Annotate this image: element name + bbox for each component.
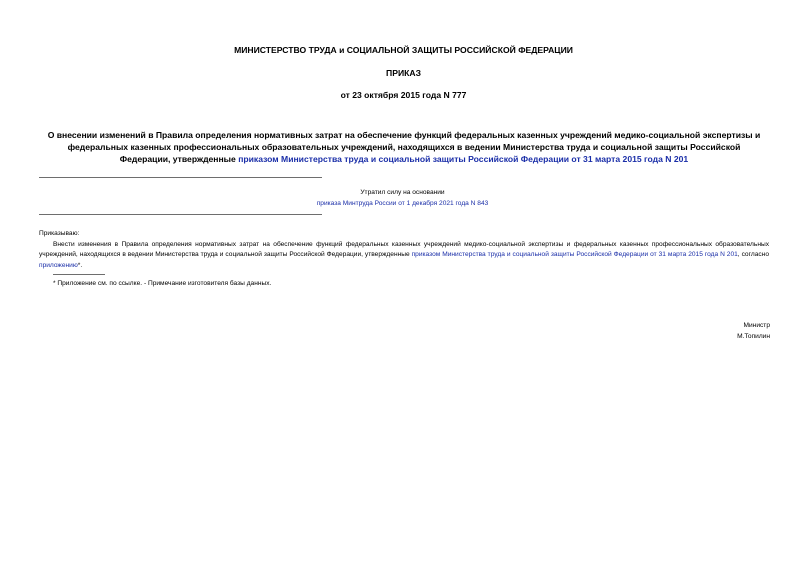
status-label-text: Утратил силу на основании xyxy=(360,189,445,196)
body-intro: Приказываю: xyxy=(39,230,80,237)
body-paragraph-link[interactable]: приказом Министерства труда и социальной защиты Российской Федерации от 31 марта 2015 года N 201 xyxy=(411,251,738,258)
document-subject xyxy=(42,129,766,165)
body-paragraph xyxy=(39,240,769,272)
subject-link[interactable]: приказом Министерства труда и социальной защиты Российской Федерации от 31 марта 2015 года N 201 xyxy=(238,154,689,164)
body-paragraph-text: Внести изменения в Правила определения нормативных затрат на обеспечение функций федеральных казенных учреждений медико-социальной экспертизы и федеральных казенных профессиональных образовательных учреждений, находящихся в ведении Министерства труда и социальной защиты Российской Федерации, утвержденные xyxy=(39,240,769,258)
status-divider-bottom xyxy=(39,214,322,215)
signatory-role: Министр xyxy=(743,322,770,329)
document-date-number: от 23 октября 2015 года N 777 xyxy=(340,90,467,100)
status-link[interactable]: приказа Минтруда России от 1 декабря 2021 года N 843 xyxy=(316,200,489,207)
document-type: ПРИКАЗ xyxy=(386,68,421,78)
status-divider-top xyxy=(39,177,322,178)
subject-text: О внесении изменений в Правила определения нормативных затрат на обеспечение функций федеральных казенных учреждений медико-социальной экспертизы и федеральных казенных профессиональных образовательных учреждений, находящихся в ведении Министерства труда и социальной защиты Российской Федерации, утвержденные xyxy=(47,130,761,164)
footnote: * Приложение см. по ссылке. - Примечание изготовителя базы данных. xyxy=(53,280,272,287)
ministry-name: МИНИСТЕРСТВО ТРУДА и СОЦИАЛЬНОЙ ЗАЩИТЫ РОССИЙСКОЙ ФЕДЕРАЦИИ xyxy=(234,45,573,55)
body-paragraph-end: *. xyxy=(77,261,83,269)
footnote-divider xyxy=(53,274,105,275)
appendix-link[interactable]: приложению xyxy=(39,261,78,269)
signatory-name: М.Топилин xyxy=(737,333,770,340)
document-body xyxy=(39,229,769,271)
body-paragraph-mid: , согласно xyxy=(737,251,769,258)
